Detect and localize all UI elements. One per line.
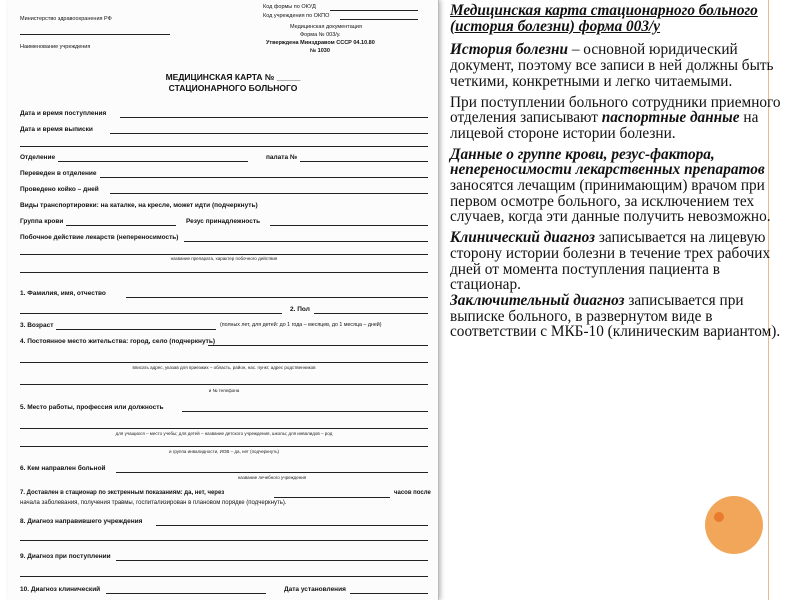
clinical-text: записывается на лицевую сторону истории болезни в течение трех рабочих дней от момента поступления пациента в стационар. — [450, 229, 771, 294]
institution-label: Наименование учреждения — [20, 44, 91, 50]
admission-label: Дата и время поступления — [20, 110, 107, 117]
decorative-orange-circle — [705, 496, 763, 554]
passport-text-a: При поступлении больного сотрудники приемного отделения записывают — [450, 93, 781, 127]
term-clinical: Клинический диагноз — [450, 229, 596, 247]
rule — [184, 241, 428, 242]
rule — [20, 34, 170, 35]
passport-text-b: на лицевой стороне истории болезни. — [450, 109, 759, 142]
rule — [20, 540, 428, 541]
rule — [208, 345, 428, 346]
field-9-label: 9. Диагноз при поступлении — [20, 553, 111, 560]
med-doc-label: Медицинская документация — [290, 24, 362, 30]
field-1-label: 1. Фамилия, имя, отчество — [20, 290, 106, 297]
rule — [116, 560, 428, 561]
rule — [20, 446, 428, 447]
field-4-label: 4. Постоянное место жительства: город, село (подчеркнуть) — [20, 338, 215, 345]
rule — [350, 593, 428, 594]
paragraph-clinical — [450, 230, 788, 293]
field-6-label: 6. Кем направлен больной — [20, 465, 106, 472]
field-7-label: 7. Доставлен в стационар по экстренным показаниям: да, нет, через — [20, 490, 225, 496]
rule — [20, 272, 428, 273]
rule — [300, 161, 428, 162]
term-final: Заключительный диагноз — [450, 291, 625, 309]
term-blood: Данные о группе крови, резус-фактора, непереносимости лекарственных препаратов — [450, 145, 765, 179]
side-effect-caption: название препарата, характер побочного действия — [170, 256, 278, 261]
rule — [110, 193, 428, 194]
rule — [20, 384, 428, 385]
form-title — [133, 72, 333, 94]
rule — [182, 411, 428, 412]
decorative-orange-dot — [714, 512, 724, 522]
rule — [20, 254, 428, 255]
field-2-label: 2. Пол — [290, 306, 310, 313]
rule — [270, 225, 428, 226]
order-no-label: № 1030 — [310, 48, 330, 54]
rule — [106, 593, 266, 594]
transferred-label: Переведен в отделение — [20, 170, 97, 177]
field-5-caption: для учащихся – место учебы; для детей – название детского учреждения, школы; для инвалидов – род — [115, 431, 333, 436]
rule — [20, 428, 428, 429]
rule — [340, 19, 418, 20]
ministry-label: Министерство здравоохранения РФ — [20, 16, 112, 22]
term-passport: паспортные данные — [601, 109, 740, 127]
okud-label: Код формы по ОКУД — [263, 4, 316, 10]
term-history: История болезни — [450, 41, 568, 59]
field-10-date-label: Дата установления — [284, 586, 346, 593]
rule — [56, 329, 216, 330]
form-no-label: Форма № 003/у. — [300, 32, 341, 38]
form-title-line1: МЕДИЦИНСКАЯ КАРТА № _____ — [165, 72, 301, 82]
rule — [58, 161, 248, 162]
field-3-label: 3. Возраст — [20, 322, 54, 329]
rule — [20, 576, 428, 577]
rule — [274, 497, 390, 498]
field-7-continuation: начала заболевания, получения травмы, госпитализирован в плановом порядке (подчеркнуть). — [20, 500, 287, 506]
paragraph-final — [450, 293, 788, 340]
blood-group-label: Группа крови — [20, 218, 64, 225]
side-effect-label: Побочное действие лекарств (непереносимость) — [20, 234, 179, 241]
paragraph-blood — [450, 147, 788, 226]
ward-label: палата № — [266, 154, 298, 161]
rhesus-label: Резус принадлежность — [186, 218, 261, 225]
rule — [314, 313, 428, 314]
field-8-label: 8. Диагноз направившего учреждения — [20, 518, 143, 525]
paragraph-history — [450, 42, 788, 89]
rule — [156, 525, 428, 526]
rule — [20, 362, 428, 363]
final-text: записывается при выписке больного, в развернутом виде в соответствии с МКБ-10 (клиническим вариантом). — [450, 291, 781, 341]
rule — [110, 133, 428, 134]
medical-card-form-scan — [8, 0, 439, 600]
rule — [126, 297, 428, 298]
department-label: Отделение — [20, 154, 56, 161]
approved-label: Утверждена Минздравом СССР 04.10.80 — [266, 40, 375, 46]
rule — [100, 177, 428, 178]
rule — [20, 146, 428, 147]
okpo-label: Код учреждения по ОКПО — [263, 13, 330, 19]
transport-label: Виды транспортировки: на каталке, на кресле, может идти (подчеркнуть) — [20, 202, 258, 209]
field-5-label: 5. Место работы, профессия или должность — [20, 404, 164, 411]
rule — [66, 225, 176, 226]
field-4-caption: вписать адрес, указав для приезжих – область, район, нас. пункт, адрес родственников — [132, 365, 316, 370]
form-title-line2: СТАЦИОНАРНОГО БОЛЬНОГО — [168, 83, 298, 93]
rule — [20, 313, 282, 314]
field-5-caption2: и группа инвалидности, ИОВ – да, нет (подчеркнуть) — [168, 449, 280, 454]
phone-caption: и № телефона — [208, 388, 240, 393]
blood-text: заносятся лечащим (принимающим) врачом при первом осмотре больного, за исключением тех случаев, когда эти данные получить невозможно. — [450, 177, 771, 226]
field-3-note: (полных лет, для детей: до 1 года – месяцев, до 1 месяца – дней) — [220, 322, 382, 328]
bed-days-label: Проведено койко – дней — [20, 186, 99, 193]
rule — [116, 472, 428, 473]
rule — [330, 10, 418, 11]
slide-text — [450, 3, 788, 345]
slide-title: Медицинская карта стационарного больного (история болезни) форма 003/у — [450, 2, 758, 35]
discharge-label: Дата и время выписки — [20, 126, 93, 133]
field-6-caption: название лечебного учреждения — [237, 475, 307, 480]
history-text: – основной юридический документ, поэтому все записи в ней должны быть четкими, конкретными и легко читаемыми. — [450, 41, 774, 90]
rule — [120, 117, 428, 118]
paragraph-passport — [450, 95, 788, 142]
field-7-hours: часов после — [394, 490, 431, 496]
field-10-label: 10. Диагноз клинический — [20, 586, 101, 593]
